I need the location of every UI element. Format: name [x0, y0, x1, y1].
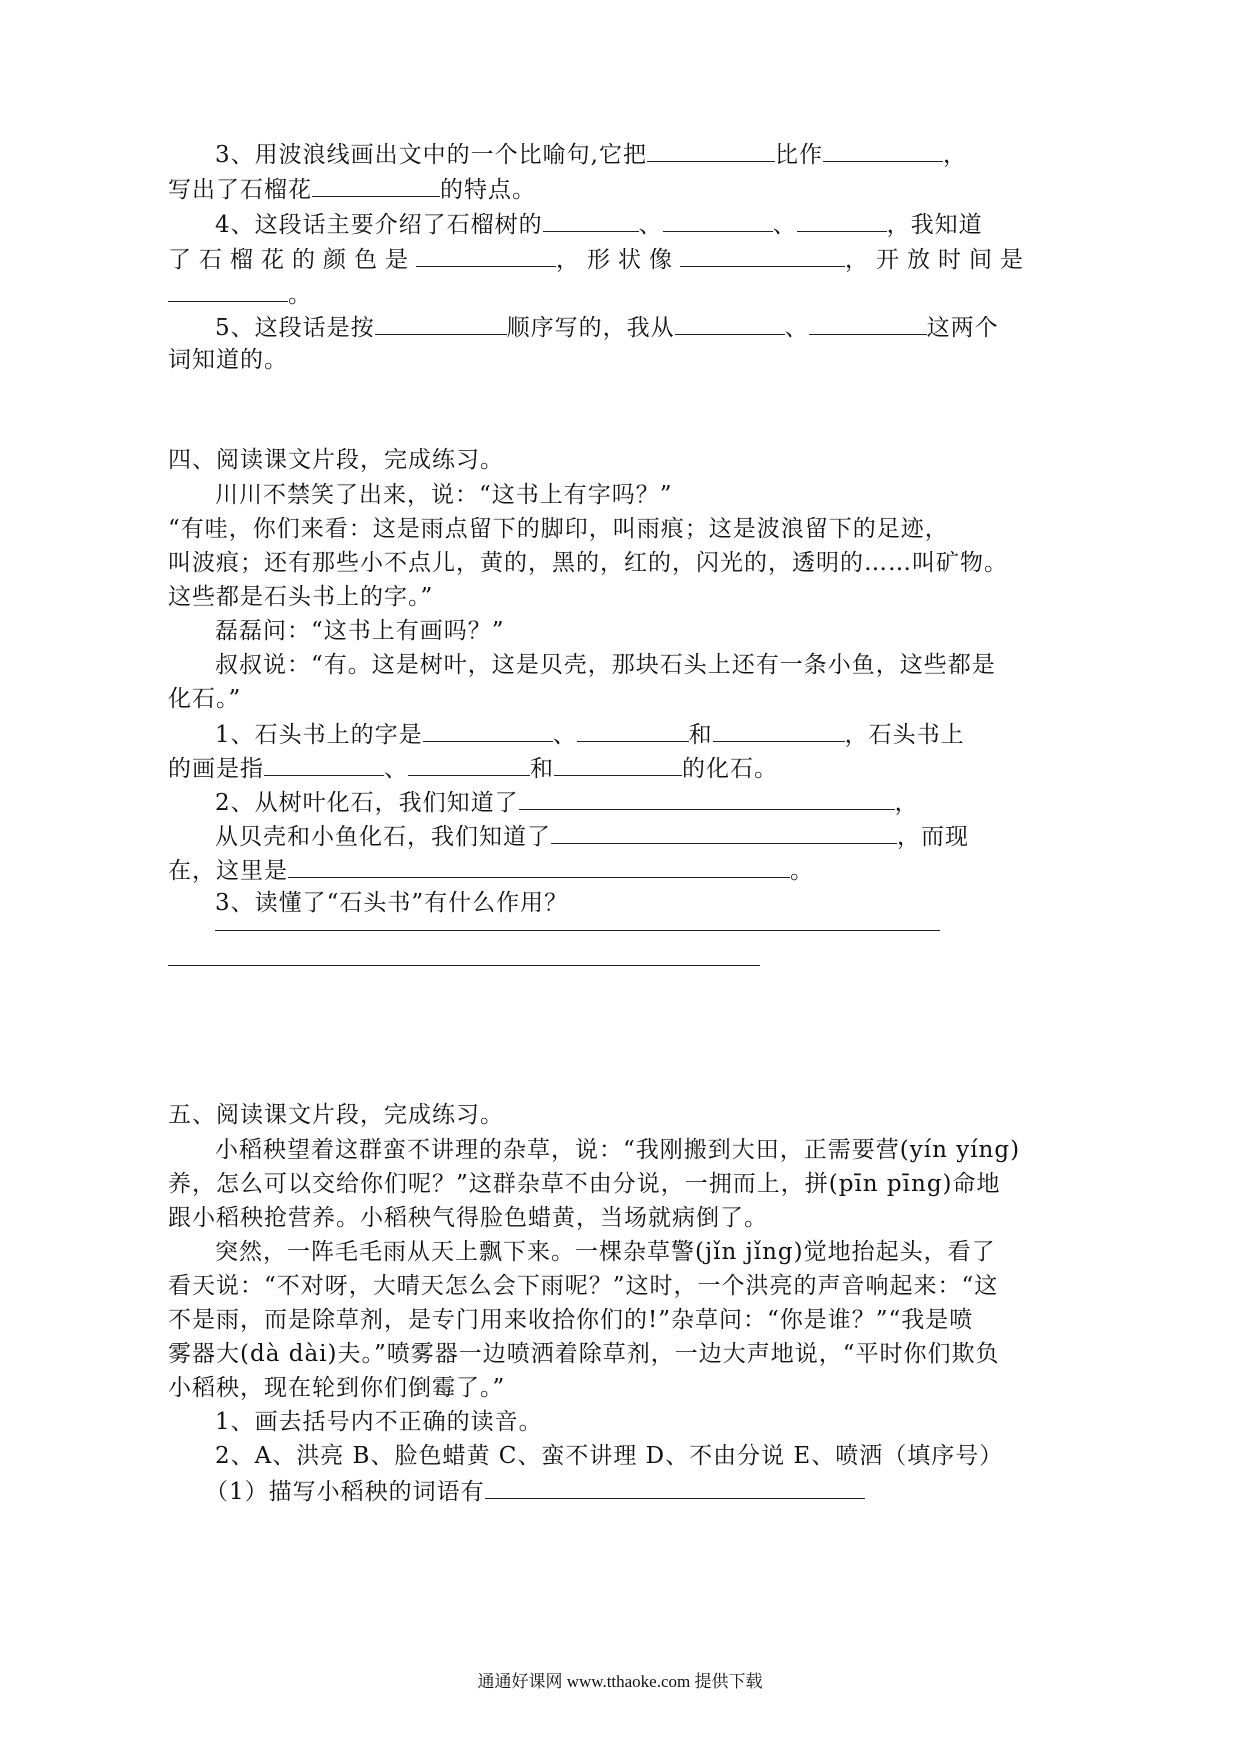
answer-blank[interactable] — [809, 308, 927, 335]
s4-q3-question: 3、读懂了“石头书”有什么作用？ — [215, 890, 569, 916]
passage-line: 叫波痕；还有那些小不点儿，黄的，黑的，红的，闪光的，透明的……叫矿物。 — [168, 550, 1008, 576]
answer-blank[interactable] — [543, 205, 639, 232]
passage-line: 这些都是石头书上的字。” — [168, 584, 434, 610]
q3-line-2 — [168, 170, 536, 206]
text: 。 — [288, 282, 312, 308]
text: 、 — [638, 212, 663, 238]
text: 的特点。 — [440, 177, 536, 203]
answer-blank[interactable] — [713, 715, 845, 742]
passage-line: 看天说：“不对呀，大晴天怎么会下雨呢？”这时，一个洪亮的声音响起来：“这 — [168, 1273, 999, 1299]
answer-blank[interactable] — [680, 240, 845, 267]
text: 写出了石榴花 — [168, 177, 312, 203]
answer-blank[interactable] — [375, 308, 507, 335]
answer-blank[interactable] — [264, 749, 384, 776]
s4-q1-line-2 — [168, 749, 778, 785]
q4-line-1 — [215, 205, 983, 241]
answer-blank[interactable] — [519, 783, 895, 810]
text: 2、从树叶化石，我们知道了 — [215, 790, 519, 816]
answer-blank[interactable] — [288, 851, 790, 878]
s4-q1-line-1 — [215, 715, 965, 751]
s4-q2-line-2 — [215, 817, 969, 853]
answer-line[interactable] — [215, 930, 940, 931]
s5-q2-sub1 — [205, 1472, 865, 1508]
text: 和 — [530, 756, 554, 782]
text: 、 — [772, 212, 797, 238]
text: ，开放时间是 — [845, 247, 1031, 273]
text: 5、这段话是按 — [215, 315, 375, 341]
text: ，我知道 — [886, 212, 983, 238]
q4-line-2 — [168, 240, 1031, 276]
passage-line: 养，怎么可以交给你们呢？”这群杂草不由分说，一拥而上，拼(pīn pīng)命地 — [168, 1171, 1001, 1197]
q5-line-1 — [215, 308, 999, 344]
text: 在，这里是 — [168, 858, 288, 884]
answer-blank[interactable] — [312, 170, 440, 197]
answer-blank[interactable] — [823, 135, 943, 162]
text: ，而现 — [897, 824, 969, 850]
answer-blank[interactable] — [675, 308, 785, 335]
answer-blank[interactable] — [577, 715, 689, 742]
text: 了石榴花的颜色是 — [168, 247, 416, 273]
passage-line: 小稻秧望着这群蛮不讲理的杂草，说：“我刚搬到大田，正需要营(yín yíng) — [215, 1137, 1021, 1163]
text: 顺序写的，我从 — [506, 315, 675, 341]
s4-q2-line-1 — [215, 783, 919, 819]
text: 、 — [384, 756, 408, 782]
section-5-heading: 五、阅读课文片段，完成练习。 — [168, 1102, 504, 1128]
text: 和 — [688, 722, 713, 748]
text: 比作 — [774, 142, 823, 168]
text: 、 — [552, 722, 577, 748]
text: 1、石头书上的字是 — [215, 722, 423, 748]
text: 。 — [790, 858, 814, 884]
passage-line: 磊磊问：“这书上有画吗？” — [215, 618, 505, 644]
text: ， — [894, 790, 919, 816]
answer-blank[interactable] — [551, 817, 897, 844]
text: 的化石。 — [682, 756, 778, 782]
answer-blank[interactable] — [663, 205, 773, 232]
passage-line: 突然，一阵毛毛雨从天上飘下来。一棵杂草警(jǐn jǐng)觉地抬起头，看了 — [215, 1239, 996, 1265]
answer-line[interactable] — [168, 965, 760, 966]
section-4-heading: 四、阅读课文片段，完成练习。 — [168, 447, 504, 473]
passage-line: 雾器大(dà dài)夫。”喷雾器一边喷洒着除草剂，一边大声地说，“平时你们欺负 — [168, 1341, 1000, 1367]
q5-line-2 — [168, 342, 288, 378]
text: 4、这段话主要介绍了石榴树的 — [215, 212, 543, 238]
answer-blank[interactable] — [416, 240, 556, 267]
text: ， — [942, 142, 967, 168]
answer-blank[interactable] — [554, 749, 682, 776]
page-footer: 通通好课网 www.tthaoke.com 提供下载 — [477, 1672, 763, 1691]
q4-line-3 — [168, 275, 312, 311]
text: ，石头书上 — [844, 722, 965, 748]
text: 、 — [784, 315, 809, 341]
text: 的画是指 — [168, 756, 264, 782]
answer-blank[interactable] — [423, 715, 553, 742]
answer-blank[interactable] — [408, 749, 530, 776]
text: 3、用波浪线画出文中的一个比喻句,它把 — [215, 142, 647, 168]
answer-blank[interactable] — [647, 135, 775, 162]
passage-line: 叔叔说：“有。这是树叶，这是贝壳，那块石头上还有一条小鱼，这些都是 — [215, 652, 996, 678]
passage-line: “有哇，你们来看：这是雨点留下的脚印，叫雨痕；这是波浪留下的足迹， — [168, 516, 949, 542]
s5-q1: 1、画去括号内不正确的读音。 — [215, 1409, 543, 1435]
passage-line: 川川不禁笑了出来，说：“这书上有字吗？” — [215, 482, 673, 508]
text: （1）描写小稻秧的词语有 — [205, 1479, 485, 1505]
passage-line: 化石。” — [168, 686, 242, 712]
passage-line: 小稻秧，现在轮到你们倒霉了。” — [168, 1375, 506, 1401]
text: 这两个 — [926, 315, 999, 341]
answer-blank[interactable] — [797, 205, 887, 232]
text: 从贝壳和小鱼化石，我们知道了 — [215, 824, 551, 850]
answer-blank[interactable] — [168, 275, 288, 302]
passage-line: 跟小稻秧抢营养。小稻秧气得脸色蜡黄，当场就病倒了。 — [168, 1205, 768, 1231]
s5-q2: 2、A、洪亮 B、脸色蜡黄 C、蛮不讲理 D、不由分说 E、喷洒（填序号） — [215, 1443, 1004, 1469]
passage-line: 不是雨，而是除草剂，是专门用来收拾你们的!”杂草问：“你是谁？”“我是喷 — [168, 1307, 974, 1333]
answer-blank[interactable] — [485, 1472, 865, 1499]
text: ，形状像 — [556, 247, 680, 273]
q3-line-1 — [215, 135, 967, 171]
s4-q2-line-3 — [168, 851, 814, 887]
text: 词知道的。 — [168, 347, 288, 373]
